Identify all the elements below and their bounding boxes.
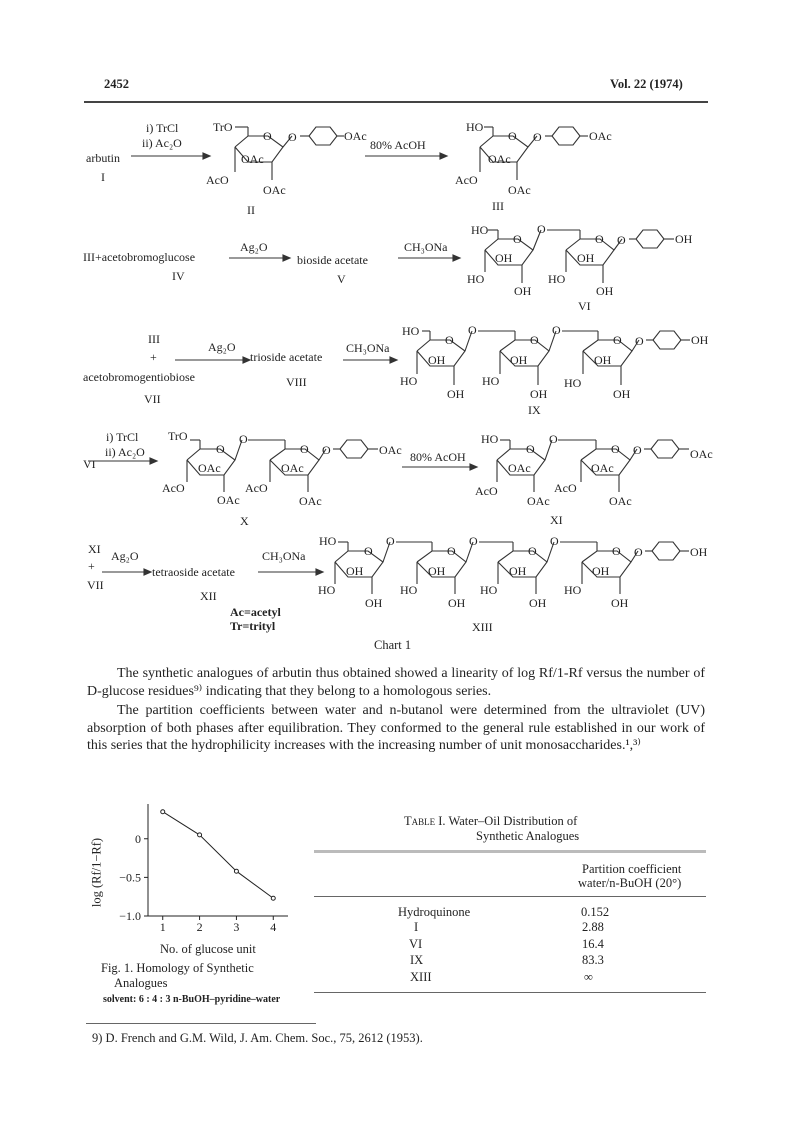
row4-reagent-2: ii) Ac₂O — [105, 445, 145, 459]
reaction-arrows — [88, 153, 477, 575]
compound-III-label: III — [492, 199, 504, 213]
svg-text:HO: HO — [480, 583, 498, 597]
svg-text:TrO: TrO — [213, 120, 233, 134]
row3-reagent-1: Ag₂O — [208, 340, 236, 354]
compound-XIII-label: XIII — [472, 620, 493, 634]
svg-text:O: O — [239, 432, 248, 446]
svg-text:OAc: OAc — [379, 443, 402, 457]
chart-axes — [148, 804, 288, 916]
svg-text:HO: HO — [318, 583, 336, 597]
row1-reagent-3: 80% AcOH — [370, 138, 426, 152]
svg-text:HO: HO — [402, 324, 420, 338]
svg-text:OH: OH — [577, 251, 595, 265]
y-tick-label: −0.5 — [119, 870, 141, 885]
data-point — [234, 869, 238, 873]
body-paragraph-1: The synthetic analogues of arbutin thus obtained showed a linearity of log Rf/1-Rf versus the number of D-glucose residues⁹⁾ indicating that they belong to a homologous series. — [87, 666, 705, 699]
table-title — [404, 814, 577, 829]
chart-y-axis-label: log (Rf/1−Rf) — [89, 837, 104, 908]
svg-text:O: O — [322, 443, 331, 457]
svg-text:OH: OH — [495, 251, 513, 265]
svg-text:HO: HO — [466, 120, 484, 134]
svg-text:OH: OH — [428, 564, 446, 578]
svg-text:O: O — [612, 544, 621, 558]
footnote-9: 9) D. French and G.M. Wild, J. Am. Chem. Soc., 75, 2612 (1953). — [92, 1031, 423, 1045]
x-tick-label: 4 — [270, 920, 277, 934]
table-row — [410, 953, 423, 968]
row3-reactant-b-number: VII — [144, 392, 161, 406]
row3-plus: + — [150, 350, 157, 364]
svg-text:O: O — [468, 323, 477, 337]
row2-intermediate-number: V — [337, 272, 346, 286]
structure-compound-XIII — [318, 534, 708, 610]
row5-reagent-2: CH₃ONa — [262, 549, 306, 563]
table-cell-value: 83.3 — [582, 953, 604, 967]
table-column-header-1: Partition coefficient — [582, 862, 682, 876]
svg-text:AcO: AcO — [162, 481, 185, 495]
svg-text:HO: HO — [467, 272, 485, 286]
svg-text:OH: OH — [448, 596, 466, 610]
x-tick-label: 3 — [233, 920, 240, 934]
table-row — [414, 920, 418, 935]
svg-text:OAc: OAc — [527, 494, 550, 508]
svg-text:OAc: OAc — [488, 152, 511, 166]
table-row — [398, 905, 470, 920]
body-paragraph-2: The partition coefficients between water and n-butanol were determined from the ultraviolet (UV) absorption of both phases after equilibration. They conformed to the general rule established in our work of this series that the hydrophilicity increases with the increasing number of unit monosaccharides.¹,³⁾ — [87, 703, 705, 753]
table-cell-value: 2.88 — [582, 920, 604, 934]
figure-caption-line-2: Analogues — [114, 976, 168, 990]
svg-text:OH: OH — [530, 387, 548, 401]
compound-VI-label: VI — [578, 299, 591, 313]
svg-text:OAc: OAc — [508, 183, 531, 197]
svg-text:O: O — [528, 544, 537, 558]
row5-reactant-a: XI — [88, 542, 101, 556]
y-tick-label: 0 — [135, 831, 141, 846]
svg-text:OH: OH — [529, 596, 547, 610]
row4-start: VI — [83, 457, 96, 471]
row3-reactant-b: acetobromogentiobiose — [83, 370, 195, 384]
table-cell-name: Hydroquinone — [398, 905, 471, 919]
row5-reactant-b: VII — [87, 578, 104, 592]
row2-intermediate: bioside acetate — [297, 253, 368, 267]
table-cell-name: I — [414, 920, 419, 934]
svg-text:OH: OH — [447, 387, 465, 401]
row5-reagent-1: Ag₂O — [111, 549, 139, 563]
structure-compound-II — [206, 120, 367, 197]
svg-text:OAc: OAc — [241, 152, 264, 166]
footnote-rule — [86, 1023, 316, 1024]
chart-x-axis-label: No. of glucose unit — [160, 942, 256, 956]
row3-reagent-2: CH₃ONa — [346, 341, 390, 355]
table-cell-value: 0.152 — [581, 905, 610, 919]
svg-text:HO: HO — [481, 432, 499, 446]
svg-text:OH: OH — [510, 353, 528, 367]
row3-intermediate: trioside acetate — [250, 350, 323, 364]
table-top-rule — [314, 850, 706, 853]
svg-text:AcO: AcO — [554, 481, 577, 495]
svg-text:OH: OH — [509, 564, 527, 578]
svg-text:HO: HO — [400, 583, 418, 597]
svg-text:OH: OH — [691, 333, 709, 347]
svg-text:O: O — [469, 534, 478, 548]
table-title-line-2: Synthetic Analogues — [476, 829, 580, 843]
svg-text:O: O — [634, 545, 643, 559]
figure-1-chart — [88, 796, 318, 966]
row2-reactant: III+acetobromoglucose — [83, 250, 196, 264]
svg-text:HO: HO — [564, 376, 582, 390]
legend-trityl: Tr=trityl — [230, 619, 276, 633]
table-header-rule — [314, 896, 706, 897]
svg-text:OH: OH — [346, 564, 364, 578]
svg-text:O: O — [288, 130, 297, 144]
svg-text:OH: OH — [594, 353, 612, 367]
chart-series — [161, 810, 276, 901]
svg-text:HO: HO — [548, 272, 566, 286]
svg-text:OAc: OAc — [508, 461, 531, 475]
table-column-header-2: water/n-BuOH (20°) — [578, 876, 682, 890]
svg-text:TrO: TrO — [168, 429, 188, 443]
svg-text:O: O — [526, 442, 535, 456]
row5-intermediate: tetraoside acetate — [152, 565, 235, 579]
svg-text:OAc: OAc — [263, 183, 286, 197]
svg-text:OAc: OAc — [281, 461, 304, 475]
row5-plus: + — [88, 559, 95, 573]
svg-text:HO: HO — [400, 374, 418, 388]
svg-text:O: O — [552, 323, 561, 337]
svg-text:OH: OH — [611, 596, 629, 610]
svg-text:OH: OH — [428, 353, 446, 367]
table-cell-value: 16.4 — [582, 937, 604, 951]
figure-solvent-note: solvent: 6 : 4 : 3 n-BuOH–pyridine–water — [103, 994, 281, 1005]
svg-text:O: O — [595, 232, 604, 246]
scheme-caption: Chart 1 — [374, 638, 412, 652]
row2-reagent-1: Ag₂O — [240, 240, 268, 254]
table-cell-value: ∞ — [584, 970, 593, 984]
svg-text:O: O — [611, 442, 620, 456]
table-row — [409, 937, 422, 952]
svg-text:OAc: OAc — [217, 493, 240, 507]
svg-text:OAc: OAc — [589, 129, 612, 143]
svg-text:O: O — [530, 333, 539, 347]
svg-text:HO: HO — [482, 374, 500, 388]
row4-reagent-3: 80% AcOH — [410, 450, 466, 464]
row2-reactant-number: IV — [172, 269, 185, 283]
page-number: 2452 — [104, 77, 129, 91]
svg-text:HO: HO — [564, 583, 582, 597]
svg-text:O: O — [386, 534, 395, 548]
svg-text:O: O — [508, 129, 517, 143]
structure-compound-X — [162, 429, 402, 508]
svg-text:O: O — [533, 130, 542, 144]
svg-text:O: O — [617, 233, 626, 247]
row2-reagent-2: CH₃ONa — [404, 240, 448, 254]
svg-text:OAc: OAc — [690, 447, 713, 461]
svg-text:OH: OH — [690, 545, 708, 559]
structure-compound-III — [455, 120, 612, 197]
svg-text:O: O — [364, 544, 373, 558]
svg-text:OAc: OAc — [344, 129, 367, 143]
svg-text:O: O — [300, 442, 309, 456]
table-row — [410, 970, 432, 985]
structure-compound-VI — [467, 222, 693, 298]
svg-text:OAc: OAc — [591, 461, 614, 475]
svg-text:OAc: OAc — [609, 494, 632, 508]
structure-compound-IX — [400, 323, 709, 401]
svg-text:O: O — [635, 334, 644, 348]
table-bottom-rule — [314, 992, 706, 993]
data-point — [198, 833, 202, 837]
svg-text:AcO: AcO — [206, 173, 229, 187]
row4-reagent-1: i) TrCl — [106, 430, 139, 444]
legend-acetyl: Ac=acetyl — [230, 605, 281, 619]
svg-text:HO: HO — [319, 534, 337, 548]
svg-text:OAc: OAc — [299, 494, 322, 508]
compound-X-label: X — [240, 514, 249, 528]
table-cell-name: IX — [410, 953, 424, 967]
row3-reactant-a: III — [148, 332, 160, 346]
svg-text:OH: OH — [365, 596, 383, 610]
table-cell-name: XIII — [410, 970, 432, 984]
row1-reagent-1: i) TrCl — [146, 121, 179, 135]
data-point — [271, 896, 275, 900]
svg-text:AcO: AcO — [245, 481, 268, 495]
compound-II-label: II — [247, 203, 255, 217]
compound-XI-label: XI — [550, 513, 563, 527]
svg-text:OH: OH — [596, 284, 614, 298]
svg-text:O: O — [550, 534, 559, 548]
x-tick-label: 1 — [159, 920, 166, 934]
svg-text:OAc: OAc — [198, 461, 221, 475]
svg-text:O: O — [549, 432, 558, 446]
svg-text:O: O — [513, 232, 522, 246]
svg-text:OH: OH — [613, 387, 631, 401]
svg-text:O: O — [537, 222, 546, 236]
svg-text:O: O — [447, 544, 456, 558]
svg-text:O: O — [445, 333, 454, 347]
table-number: Table I. — [404, 814, 446, 828]
series-line — [163, 812, 274, 899]
row5-intermediate-number: XII — [200, 589, 217, 603]
svg-text:HO: HO — [471, 223, 489, 237]
svg-text:AcO: AcO — [455, 173, 478, 187]
y-tick-label: −1.0 — [119, 909, 141, 923]
svg-text:OH: OH — [675, 232, 693, 246]
row3-intermediate-number: VIII — [286, 375, 307, 389]
svg-text:O: O — [633, 443, 642, 457]
table-cell-name: VI — [409, 937, 423, 951]
svg-text:OH: OH — [592, 564, 610, 578]
journal-volume: Vol. 22 (1974) — [610, 77, 683, 91]
svg-text:O: O — [613, 333, 622, 347]
row1-start-number: I — [101, 170, 105, 184]
row1-start: arbutin — [86, 151, 120, 165]
svg-text:O: O — [263, 129, 272, 143]
compound-IX-label: IX — [528, 403, 541, 417]
data-point — [161, 810, 165, 814]
svg-text:AcO: AcO — [475, 484, 498, 498]
x-tick-label: 2 — [196, 920, 203, 934]
figure-caption-line-1: Fig. 1. Homology of Synthetic — [101, 961, 254, 975]
structure-compound-XI — [475, 432, 713, 508]
svg-text:O: O — [216, 442, 225, 456]
row1-reagent-2: ii) Ac₂O — [142, 136, 182, 150]
svg-text:OH: OH — [514, 284, 532, 298]
table-title-text: Water–Oil Distribution of — [448, 814, 578, 828]
